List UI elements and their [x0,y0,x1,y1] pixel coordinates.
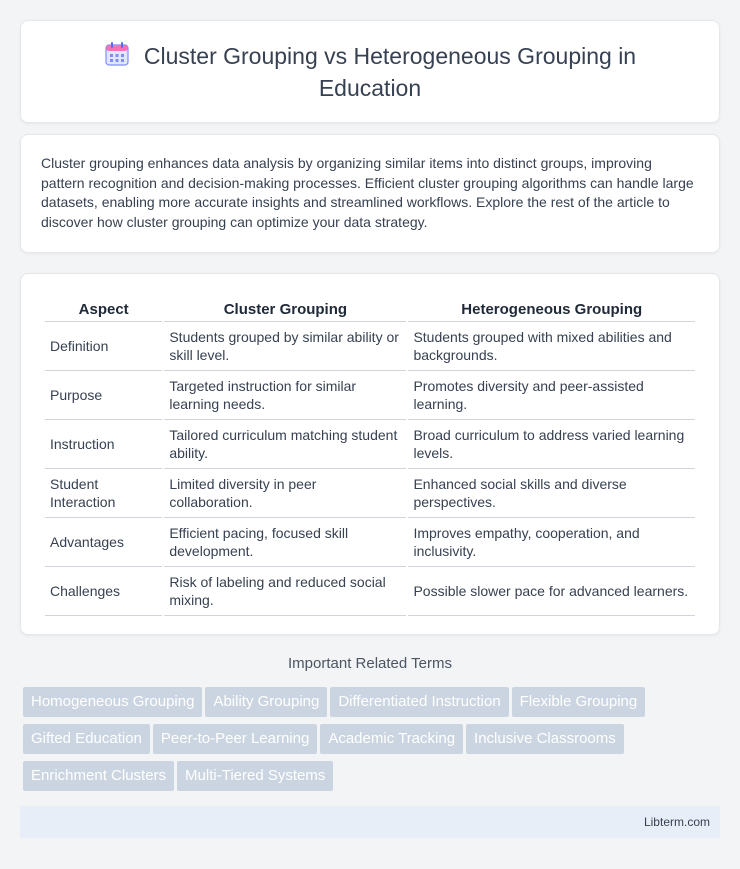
table-cell: Efficient pacing, focused skill development. [164,518,406,567]
footer [20,806,720,838]
table-cell: Students grouped by similar ability or skill level. [164,322,406,371]
table-row [45,322,695,371]
table-cell: Tailored curriculum matching student ability. [164,420,406,469]
table-row [45,371,695,420]
table-cell: Limited diversity in peer collaboration. [164,469,406,518]
comparison-table [43,294,697,616]
footer-site-link[interactable]: Libterm.com [643,815,710,829]
table-cell: Students grouped with mixed abilities and backgrounds. [408,322,695,371]
term-tag[interactable]: Gifted Education [23,724,150,754]
page-title [70,41,670,103]
term-tag[interactable]: Multi-Tiered Systems [177,761,333,791]
table-row [45,518,695,567]
table-row [45,420,695,469]
table-cell: Targeted instruction for similar learning needs. [164,371,406,420]
table-row [45,469,695,518]
comparison-table-card [20,273,720,635]
term-tag[interactable]: Ability Grouping [205,687,327,717]
table-cell: Purpose [45,371,162,420]
term-tag[interactable]: Flexible Grouping [512,687,646,717]
column-header: Cluster Grouping [164,294,406,322]
table-cell: Student Interaction [45,469,162,518]
term-tag[interactable]: Enrichment Clusters [23,761,174,791]
table-cell: Improves empathy, cooperation, and inclusivity. [408,518,695,567]
term-tag[interactable]: Academic Tracking [320,724,463,754]
table-cell: Possible slower pace for advanced learners. [408,567,695,616]
table-cell: Definition [45,322,162,371]
table-row [45,567,695,616]
term-tag[interactable]: Differentiated Instruction [330,687,508,717]
header-card [20,20,720,123]
table-cell: Risk of labeling and reduced social mixing. [164,567,406,616]
related-terms-title: Important Related Terms [288,655,452,672]
table-cell: Promotes diversity and peer-assisted learning. [408,371,695,420]
intro-text: Cluster grouping enhances data analysis by organizing similar items into distinct groups, improving pattern recognition and decision-making processes. Efficient cluster grouping algorithms can handle large datasets, enabling more accurate insights and streamlined workflows. Explore the rest of the article to discover how cluster grouping can optimize your data strategy. [41,155,694,230]
table-cell: Enhanced social skills and diverse perspectives. [408,469,695,518]
calendar-icon [104,41,130,74]
term-tag[interactable]: Peer-to-Peer Learning [153,724,317,754]
intro-card [20,134,720,253]
page-title-text: Cluster Grouping vs Heterogeneous Grouping in Education [143,42,637,101]
column-header: Aspect [45,294,162,322]
table-cell: Broad curriculum to address varied learning levels. [408,420,695,469]
related-terms-list [23,687,723,798]
table-cell: Challenges [45,567,162,616]
table-cell: Advantages [45,518,162,567]
table-cell: Instruction [45,420,162,469]
term-tag[interactable]: Inclusive Classrooms [466,724,624,754]
table-header-row [45,294,695,322]
term-tag[interactable]: Homogeneous Grouping [23,687,202,717]
column-header: Heterogeneous Grouping [408,294,695,322]
